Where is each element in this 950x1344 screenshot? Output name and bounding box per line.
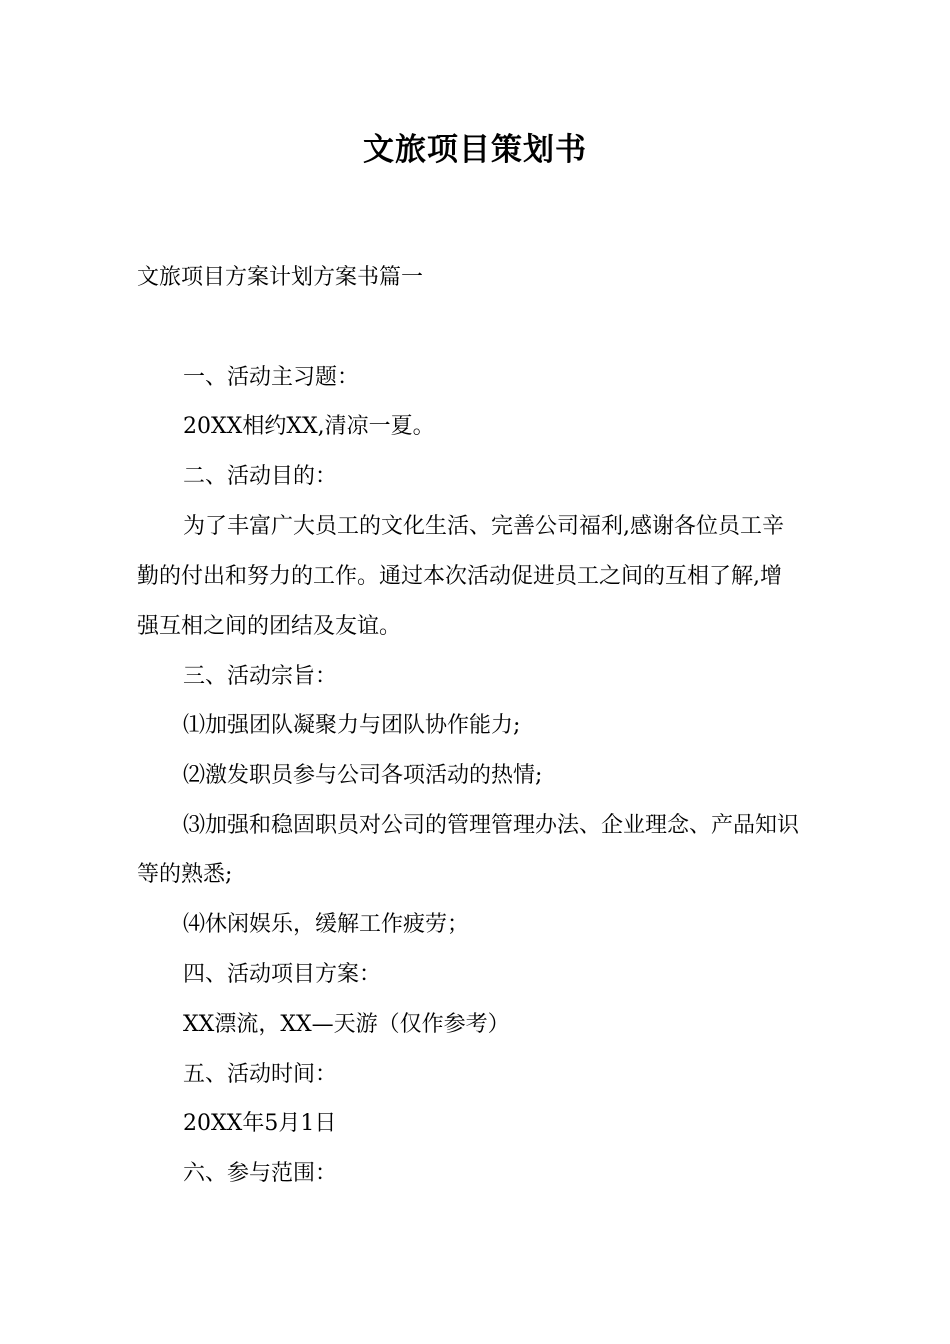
paragraph-purpose-line-3: 强互相之间的团结及友谊。	[137, 614, 402, 639]
heading-activity-tenet: 三、活动宗旨：	[183, 664, 338, 689]
list-item-tenet-3-line-1: ⑶加强和稳固职员对公司的管理管理办法、企业理念、产品知识	[183, 813, 800, 838]
document-title: 文旅项目策划书	[363, 132, 587, 168]
paragraph-purpose-line-1: 为了丰富广大员工的文化生活、完善公司福利,感谢各位员工辛	[183, 514, 784, 539]
paragraph-purpose-line-2: 勤的付出和努力的工作。通过本次活动促进员工之间的互相了解,增	[137, 564, 782, 589]
list-item-tenet-3-line-2: 等的熟悉;	[137, 862, 233, 887]
heading-activity-purpose: 二、活动目的：	[183, 464, 338, 489]
list-item-tenet-4: ⑷休闲娱乐，缓解工作疲劳；	[183, 912, 470, 937]
heading-participation-scope: 六、参与范围：	[183, 1161, 338, 1186]
heading-activity-program: 四、活动项目方案：	[183, 962, 382, 987]
heading-activity-time: 五、活动时间：	[183, 1062, 338, 1087]
list-item-tenet-2: ⑵激发职员参与公司各项活动的热情;	[183, 763, 543, 788]
heading-activity-theme: 一、活动主习题：	[183, 365, 360, 390]
list-item-tenet-1: ⑴加强团队凝聚力与团队协作能力;	[183, 713, 521, 738]
paragraph-program: XX漂流，XX—天游（仅作参考）	[183, 1012, 510, 1037]
paragraph-time: 20XX年5月1日	[183, 1111, 337, 1136]
section-heading: 文旅项目方案计划方案书篇一	[137, 265, 424, 290]
paragraph-theme: 20XX相约XX,清凉一夏。	[183, 414, 435, 439]
